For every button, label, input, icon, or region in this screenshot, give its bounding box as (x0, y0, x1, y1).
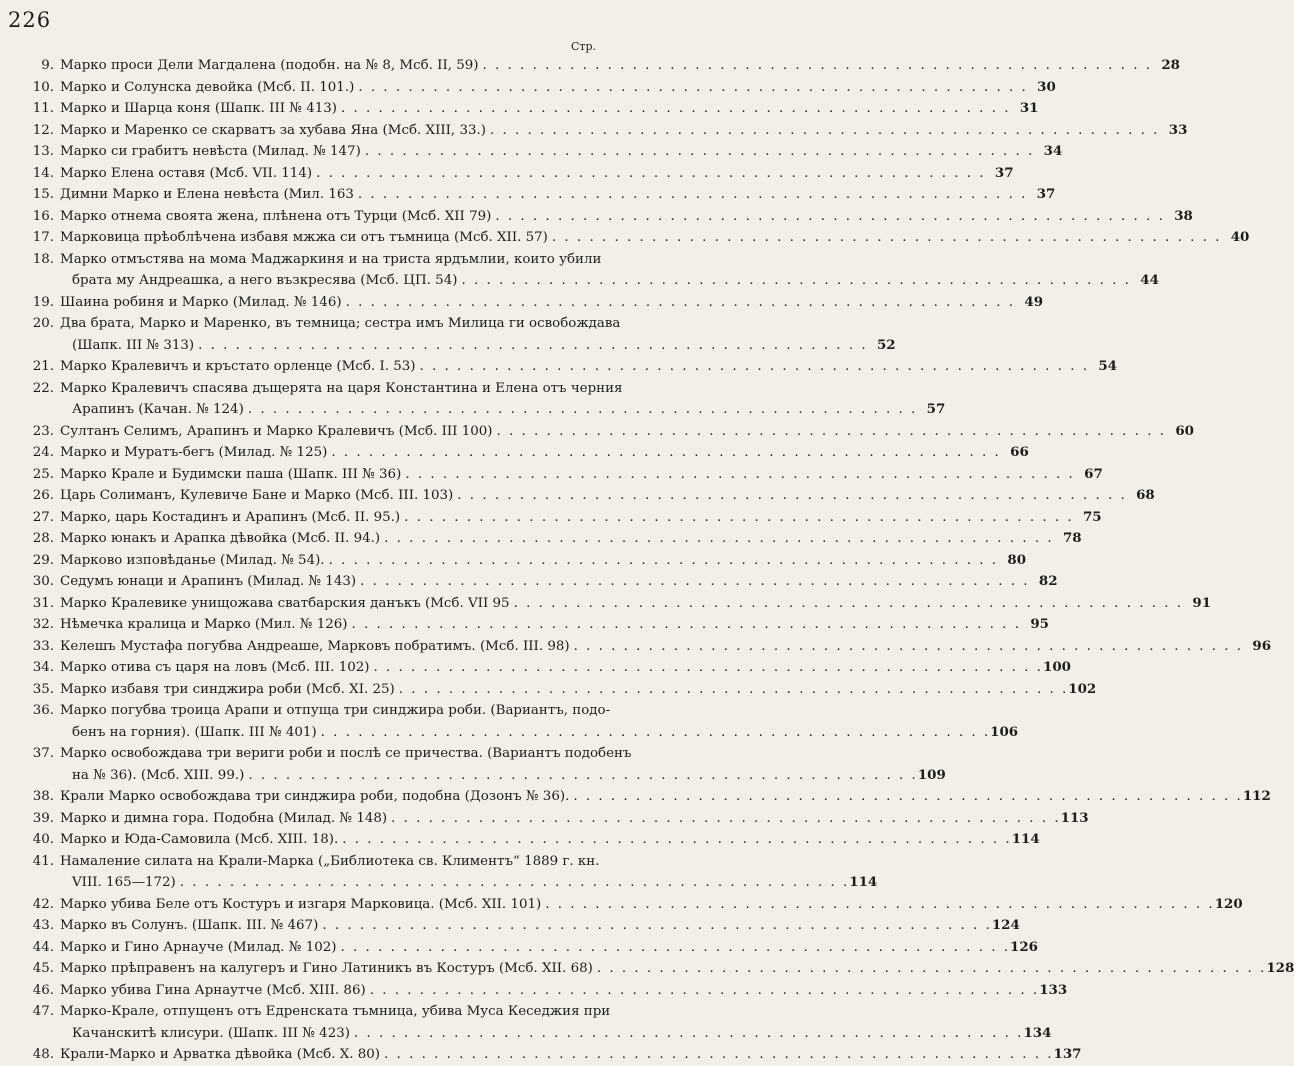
entry-title-line: Марко-Крале, отпущенъ отъ Едренската тъмница, убива Муса Кеседжия при (60, 1004, 611, 1019)
leader-dots: . . . . . . . . . . . . . . . . . . . . . . . . . . . . . . . . . . . . . . . . . . . . . . . . . . . . . . (573, 789, 1243, 804)
entry-page: 54 (1098, 358, 1117, 374)
entry-number: 25. (32, 466, 54, 482)
toc-entry (10, 227, 1250, 249)
entry-title: Марко избавя три синджира роби (Мсб. XI. 25) (60, 681, 395, 697)
entry-page: 114 (1011, 831, 1040, 847)
entry-number: 43. (32, 918, 54, 933)
toc-entry (10, 378, 946, 421)
entry-title: Марко убива Беле отъ Костуръ и изгаря Марковица. (Мсб. XII. 101) (60, 896, 542, 912)
entry-page: 80 (1007, 551, 1027, 568)
leader-dots: . . . . . . . . . . . . . . . . . . . . . . . . . . . . . . . . . . . . . . . . . . . . . . . . . . . . . . (419, 359, 1089, 374)
toc-entry (10, 636, 1272, 658)
entry-number: 42. (32, 896, 54, 912)
leader-dots: . . . . . . . . . . . . . . . . . . . . . . . . . . . . . . . . . . . . . . . . . . . . . . . . . . . . . . (179, 875, 850, 890)
leader-dots: . . . . . . . . . . . . . . . . . . . . . . . . . . . . . . . . . . . . . . . . . . . . . . . . . . . . . . (551, 230, 1222, 245)
entry-number: 13. (32, 144, 54, 159)
entry-title: Султанъ Селимъ, Арапинъ и Марко Кралевичъ (Мсб. III 100) (60, 423, 493, 439)
entry-number: 45. (32, 961, 54, 976)
entry-page: 78 (1062, 530, 1082, 546)
leader-dots: . . . . . . . . . . . . . . . . . . . . . . . . . . . . . . . . . . . . . . . . . . . . . . . . . . . . . . (596, 961, 1267, 976)
entry-title-continuation: брата му Андреашка, а него възкресява (Мсб. ЦП. 54) (72, 273, 458, 288)
entry-page: 102 (1068, 680, 1097, 697)
entry-number: 36. (32, 703, 54, 718)
entry-title-line: Марко освобождава три вериги роби и послѣ се причества. (Вариантъ подобенъ (60, 746, 632, 761)
toc-entry (10, 937, 1038, 959)
entry-title: Марко и Солунска девойка (Мсб. II. 101.) (60, 79, 355, 95)
entry-page: 49 (1024, 293, 1044, 310)
entry-page: 28 (1161, 57, 1180, 73)
entry-title: Царь Солиманъ, Кулевиче Бане и Марко (Мсб. III. 103) (60, 488, 454, 503)
page-number: 226 (8, 8, 52, 32)
leader-dots: . . . . . . . . . . . . . . . . . . . . . . . . . . . . . . . . . . . . . . . . . . . . . . . . . . . . . . (247, 402, 918, 417)
entry-title-continuation: VIII. 165—172) (72, 875, 176, 890)
entry-title: Марко убива Гина Арнаутче (Мсб. XIII. 86) (60, 982, 366, 998)
entry-page: 134 (1023, 1024, 1052, 1041)
entry-number: 16. (32, 208, 54, 224)
toc-entry (10, 829, 1040, 851)
leader-dots: . . . . . . . . . . . . . . . . . . . . . . . . . . . . . . . . . . . . . . . . . . . . . . . . . . . . . . (345, 294, 1016, 310)
page-column-header: Стр. (570, 40, 596, 53)
entry-page: 30 (1037, 78, 1056, 95)
entry-page: 91 (1192, 594, 1212, 611)
entry-title: Марко и Муратъ-бегъ (Милад. № 125) (60, 445, 328, 460)
toc-entry (10, 464, 1103, 486)
entry-title: Шаина робиня и Марко (Милад. № 146) (60, 294, 342, 310)
toc-entry (10, 700, 1019, 743)
entry-title: Марко отива съ царя на ловъ (Мсб. III. 102) (60, 660, 370, 675)
entry-number: 14. (32, 165, 54, 181)
toc-entry (10, 1044, 1082, 1066)
entry-number: 27. (32, 509, 54, 525)
entry-title-continuation: на № 36). (Мсб. XIII. 99.) (72, 767, 245, 783)
entry-number: 47. (32, 1004, 54, 1019)
entry-page: 100 (1043, 659, 1071, 675)
toc-entry (10, 571, 1058, 593)
entry-number: 28. (32, 531, 54, 546)
leader-dots: . . . . . . . . . . . . . . . . . . . . . . . . . . . . . . . . . . . . . . . . . . . . . . . . . . . . . . (384, 1047, 1054, 1062)
toc-entry (10, 915, 1020, 937)
entry-page: 33 (1168, 121, 1188, 138)
entry-title: Марко въ Солунъ. (Шапк. III. № 467) (60, 918, 319, 933)
toc-entry (10, 550, 1027, 572)
entry-title: Марко Крале и Будимски паша (Шапк. III № 36) (60, 466, 402, 482)
toc-entry (10, 442, 1029, 464)
entry-number: 23. (32, 423, 54, 439)
toc-entry (10, 120, 1188, 142)
entry-number: 11. (32, 101, 54, 116)
entry-title: Марко Кралевике унищожава сватбарския данъкъ (Мсб. VII 95 (60, 595, 510, 611)
leader-dots: . . . . . . . . . . . . . . . . . . . . . . . . . . . . . . . . . . . . . . . . . . . . . . . . . . . . . . (357, 187, 1028, 202)
leader-dots: . . . . . . . . . . . . . . . . . . . . . . . . . . . . . . . . . . . . . . . . . . . . . . . . . . . . . . (482, 58, 1152, 73)
entry-number: 37. (32, 746, 54, 761)
entry-title: Марко юнакъ и Арапка дѣвойка (Мсб. II. 94.) (60, 531, 381, 546)
entry-page: 106 (990, 723, 1019, 740)
entry-page: 120 (1214, 895, 1243, 912)
entry-title-continuation: Качанскитѣ клисури. (Шапк. III № 423) (72, 1025, 350, 1041)
toc-entry (10, 141, 1063, 163)
entry-number: 15. (32, 187, 54, 202)
leader-dots: . . . . . . . . . . . . . . . . . . . . . . . . . . . . . . . . . . . . . . . . . . . . . . . . . . . . . . (331, 445, 1001, 460)
entry-page: 34 (1043, 143, 1063, 159)
toc-entry (10, 485, 1155, 507)
entry-number: 31. (32, 595, 54, 611)
entry-number: 38. (32, 789, 54, 804)
entry-number: 26. (32, 488, 54, 503)
entry-title: Нѣмечка кралица и Марко (Мил. № 126) (60, 617, 348, 632)
entry-number: 18. (32, 251, 54, 267)
entry-page: 124 (991, 917, 1020, 933)
entry-page: 114 (849, 874, 878, 890)
entry-page: 109 (917, 766, 946, 783)
entry-page: 133 (1039, 981, 1068, 998)
entry-title: Седумъ юнаци и Арапинъ (Милад. № 143) (60, 574, 357, 589)
leader-dots: . . . . . . . . . . . . . . . . . . . . . . . . . . . . . . . . . . . . . . . . . . . . . . . . . . . . . . (364, 144, 1035, 159)
toc-entry (10, 507, 1102, 529)
entry-page: 82 (1038, 573, 1058, 589)
entry-page: 96 (1252, 637, 1272, 654)
toc-entry (10, 958, 1294, 980)
leader-dots: . . . . . . . . . . . . . . . . . . . . . . . . . . . . . . . . . . . . . . . . . . . . . . . . . . . . . . (328, 552, 999, 568)
leader-dots: . . . . . . . . . . . . . . . . . . . . . . . . . . . . . . . . . . . . . . . . . . . . . . . . . . . . . . (342, 832, 1012, 847)
entry-title: Марко Кралевичъ и кръстато орленце (Мсб. I. 53) (60, 359, 416, 374)
entry-page: 95 (1030, 616, 1049, 632)
leader-dots: . . . . . . . . . . . . . . . . . . . . . . . . . . . . . . . . . . . . . . . . . . . . . . . . . . . . . . (457, 488, 1127, 503)
entry-title: Марко и Маренко се скарватъ за хубава Яна (Мсб. XIII, 33.) (60, 122, 486, 138)
toc-entry (10, 249, 1159, 292)
entry-page: 66 (1010, 444, 1029, 460)
entry-title-line: Два брата, Марко и Маренко, въ темница; сестра имъ Милица ги освобождава (60, 316, 621, 331)
entry-title-line: Намаление силата на Крали-Марка („Библиотека св. Климентъ“ 1889 г. кн. (60, 853, 600, 869)
toc-entry (10, 786, 1271, 808)
entry-page: 57 (926, 401, 946, 417)
entry-title: Марко прѣправенъ на калугеръ и Гино Латиникъ въ Костуръ (Мсб. XII. 68) (60, 961, 593, 976)
toc-entry (10, 184, 1056, 206)
toc-entry (10, 313, 896, 356)
leader-dots: . . . . . . . . . . . . . . . . . . . . . . . . . . . . . . . . . . . . . . . . . . . . . . . . . . . . . . (461, 273, 1131, 288)
leader-dots: . . . . . . . . . . . . . . . . . . . . . . . . . . . . . . . . . . . . . . . . . . . . . . . . . . . . . . (322, 918, 992, 933)
leader-dots: . . . . . . . . . . . . . . . . . . . . . . . . . . . . . . . . . . . . . . . . . . . . . . . . . . . . . . (351, 617, 1021, 632)
leader-dots: . . . . . . . . . . . . . . . . . . . . . . . . . . . . . . . . . . . . . . . . . . . . . . . . . . . . . . (369, 982, 1040, 998)
entry-number: 48. (32, 1047, 54, 1062)
entry-number: 46. (32, 982, 54, 998)
leader-dots: . . . . . . . . . . . . . . . . . . . . . . . . . . . . . . . . . . . . . . . . . . . . . . . . . . . . . . (358, 79, 1028, 95)
leader-dots: . . . . . . . . . . . . . . . . . . . . . . . . . . . . . . . . . . . . . . . . . . . . . . . . . . . . . . (489, 122, 1160, 138)
entry-page: 37 (1036, 186, 1056, 202)
leader-dots: . . . . . . . . . . . . . . . . . . . . . . . . . . . . . . . . . . . . . . . . . . . . . . . . . . . . . . (404, 509, 1074, 525)
toc-entry (10, 356, 1117, 378)
leader-dots: . . . . . . . . . . . . . . . . . . . . . . . . . . . . . . . . . . . . . . . . . . . . . . . . . . . . . . (496, 423, 1166, 439)
entry-number: 22. (32, 380, 54, 396)
leader-dots: . . . . . . . . . . . . . . . . . . . . . . . . . . . . . . . . . . . . . . . . . . . . . . . . . . . . . . (248, 767, 918, 783)
entry-page: 38 (1174, 207, 1193, 224)
leader-dots: . . . . . . . . . . . . . . . . . . . . . . . . . . . . . . . . . . . . . . . . . . . . . . . . . . . . . . (373, 660, 1043, 675)
leader-dots: . . . . . . . . . . . . . . . . . . . . . . . . . . . . . . . . . . . . . . . . . . . . . . . . . . . . . . (340, 939, 1010, 955)
entry-title-line: Марко погубва троица Арапи и отпуща три синджира роби. (Вариантъ, подо- (60, 703, 611, 718)
leader-dots: . . . . . . . . . . . . . . . . . . . . . . . . . . . . . . . . . . . . . . . . . . . . . . . . . . . . . . (545, 896, 1215, 912)
toc-entry (10, 851, 878, 894)
toc-entry (10, 55, 1180, 77)
entry-title: Марко, царь Костадинъ и Арапинъ (Мсб. II. 95.) (60, 509, 401, 525)
leader-dots: . . . . . . . . . . . . . . . . . . . . . . . . . . . . . . . . . . . . . . . . . . . . . . . . . . . . . . (341, 101, 1011, 116)
toc-entry (10, 206, 1193, 228)
entry-title: Крали-Марко и Арватка дѣвойка (Мсб. X. 80) (60, 1047, 381, 1062)
toc-entry (10, 980, 1068, 1002)
entry-number: 32. (32, 617, 54, 632)
toc-entry (10, 98, 1039, 120)
entry-page: 67 (1084, 465, 1103, 482)
entry-page: 60 (1175, 422, 1194, 439)
entry-title: Димни Марко и Елена невѣста (Мил. 163 (60, 187, 354, 202)
entry-number: 30. (32, 574, 54, 589)
entry-number: 34. (32, 660, 54, 675)
leader-dots: . . . . . . . . . . . . . . . . . . . . . . . . . . . . . . . . . . . . . . . . . . . . . . . . . . . . . . (353, 1025, 1024, 1041)
entry-title: Марко проси Дели Магдалена (подобн. на № 8, Мсб. II, 59) (60, 58, 479, 73)
entry-page: 31 (1019, 100, 1039, 116)
entry-title-line: Марко Кралевичъ спасява дъщерята на царя Константина и Елена отъ черния (60, 380, 623, 396)
entry-number: 29. (32, 552, 54, 568)
entry-page: 40 (1230, 229, 1250, 245)
entry-page: 126 (1010, 938, 1038, 955)
toc-entry (10, 808, 1089, 830)
entry-page: 37 (994, 164, 1014, 181)
leader-dots: . . . . . . . . . . . . . . . . . . . . . . . . . . . . . . . . . . . . . . . . . . . . . . . . . . . . . . (495, 208, 1165, 224)
entry-title: Марко и Гино Арнауче (Милад. № 102) (60, 939, 337, 955)
entry-page: 112 (1242, 788, 1271, 804)
toc-entry (10, 528, 1082, 550)
entry-page: 52 (876, 336, 896, 353)
toc-entry (10, 657, 1071, 679)
toc-entry (10, 614, 1049, 636)
entry-title: Марко и Юда-Самовила (Мсб. XIII. 18). (60, 832, 339, 847)
entry-page: 75 (1082, 508, 1102, 525)
leader-dots: . . . . . . . . . . . . . . . . . . . . . . . . . . . . . . . . . . . . . . . . . . . . . . . . . . . . . . (391, 810, 1061, 826)
leader-dots: . . . . . . . . . . . . . . . . . . . . . . . . . . . . . . . . . . . . . . . . . . . . . . . . . . . . . . (573, 638, 1244, 654)
toc-entry (10, 743, 946, 786)
entry-number: 24. (32, 445, 54, 460)
toc-entry (10, 421, 1194, 443)
toc-entry (10, 593, 1212, 615)
leader-dots: . . . . . . . . . . . . . . . . . . . . . . . . . . . . . . . . . . . . . . . . . . . . . . . . . . . . . . (398, 681, 1069, 697)
leader-dots: . . . . . . . . . . . . . . . . . . . . . . . . . . . . . . . . . . . . . . . . . . . . . . . . . . . . . . (320, 724, 991, 740)
entry-number: 9. (41, 58, 54, 73)
leader-dots: . . . . . . . . . . . . . . . . . . . . . . . . . . . . . . . . . . . . . . . . . . . . . . . . . . . . . . (405, 466, 1075, 482)
toc-entry (10, 1001, 1052, 1044)
entry-title: Марко си грабитъ невѣста (Милад. № 147) (60, 144, 361, 159)
leader-dots: . . . . . . . . . . . . . . . . . . . . . . . . . . . . . . . . . . . . . . . . . . . . . . . . . . . . . . (360, 574, 1030, 589)
toc-entry (10, 894, 1243, 916)
entry-title: Марково изповѣданье (Милад. № 54). (60, 552, 325, 568)
entry-number: 39. (32, 810, 54, 826)
entry-number: 21. (32, 359, 54, 374)
toc-entry (10, 679, 1097, 701)
entry-number: 40. (32, 832, 54, 847)
entry-page: 137 (1053, 1046, 1082, 1062)
entry-number: 12. (32, 122, 54, 138)
leader-dots: . . . . . . . . . . . . . . . . . . . . . . . . . . . . . . . . . . . . . . . . . . . . . . . . . . . . . . (384, 531, 1054, 546)
entry-title-continuation: (Шапк. III № 313) (72, 337, 195, 353)
leader-dots: . . . . . . . . . . . . . . . . . . . . . . . . . . . . . . . . . . . . . . . . . . . . . . . . . . . . . . (513, 595, 1184, 611)
toc-entry (10, 292, 1044, 314)
entry-number: 35. (32, 681, 54, 697)
entry-page: 68 (1136, 487, 1155, 503)
entry-title: Марко и димна гора. Подобна (Милад. № 148) (60, 810, 388, 826)
entry-number: 20. (32, 316, 54, 331)
entry-page: 44 (1140, 272, 1159, 288)
entry-page: 128 (1266, 960, 1294, 976)
entry-number: 33. (32, 638, 54, 654)
leader-dots: . . . . . . . . . . . . . . . . . . . . . . . . . . . . . . . . . . . . . . . . . . . . . . . . . . . . . . (316, 165, 986, 181)
table-of-contents (10, 55, 1294, 1066)
entry-page: 113 (1060, 809, 1089, 826)
entry-number: 44. (32, 939, 54, 955)
entry-number: 17. (32, 230, 54, 245)
entry-number: 41. (32, 853, 54, 869)
entry-title: Марковица прѣоблѣчена избавя мжжа си отъ тъмница (Мсб. XII. 57) (60, 230, 548, 245)
entry-title: Марко Елена оставя (Мсб. VII. 114) (60, 165, 313, 181)
entry-title: Марко и Шарца коня (Шапк. III № 413) (60, 101, 338, 116)
toc-entry (10, 163, 1014, 185)
entry-title: Келешъ Мустафа погубва Андреаше, Марковъ побратимъ. (Мсб. III. 98) (60, 638, 570, 654)
entry-title-continuation: бенъ на горния). (Шапк. III № 401) (72, 724, 317, 740)
leader-dots: . . . . . . . . . . . . . . . . . . . . . . . . . . . . . . . . . . . . . . . . . . . . . . . . . . . . . . (198, 337, 868, 353)
toc-entry (10, 77, 1056, 99)
entry-title-continuation: Арапинъ (Качан. № 124) (72, 402, 244, 417)
entry-number: 10. (32, 79, 54, 95)
entry-title-line: Марко отмъстява на мома Маджаркиня и на триста ярдъмлии, които убили (60, 251, 602, 267)
entry-number: 19. (32, 294, 54, 310)
entry-title: Крали Марко освобождава три синджира роби, подобна (Дозонъ № 36). (60, 789, 570, 804)
entry-title: Марко отнема своята жена, плѣнена отъ Турци (Мсб. XII 79) (60, 208, 492, 224)
